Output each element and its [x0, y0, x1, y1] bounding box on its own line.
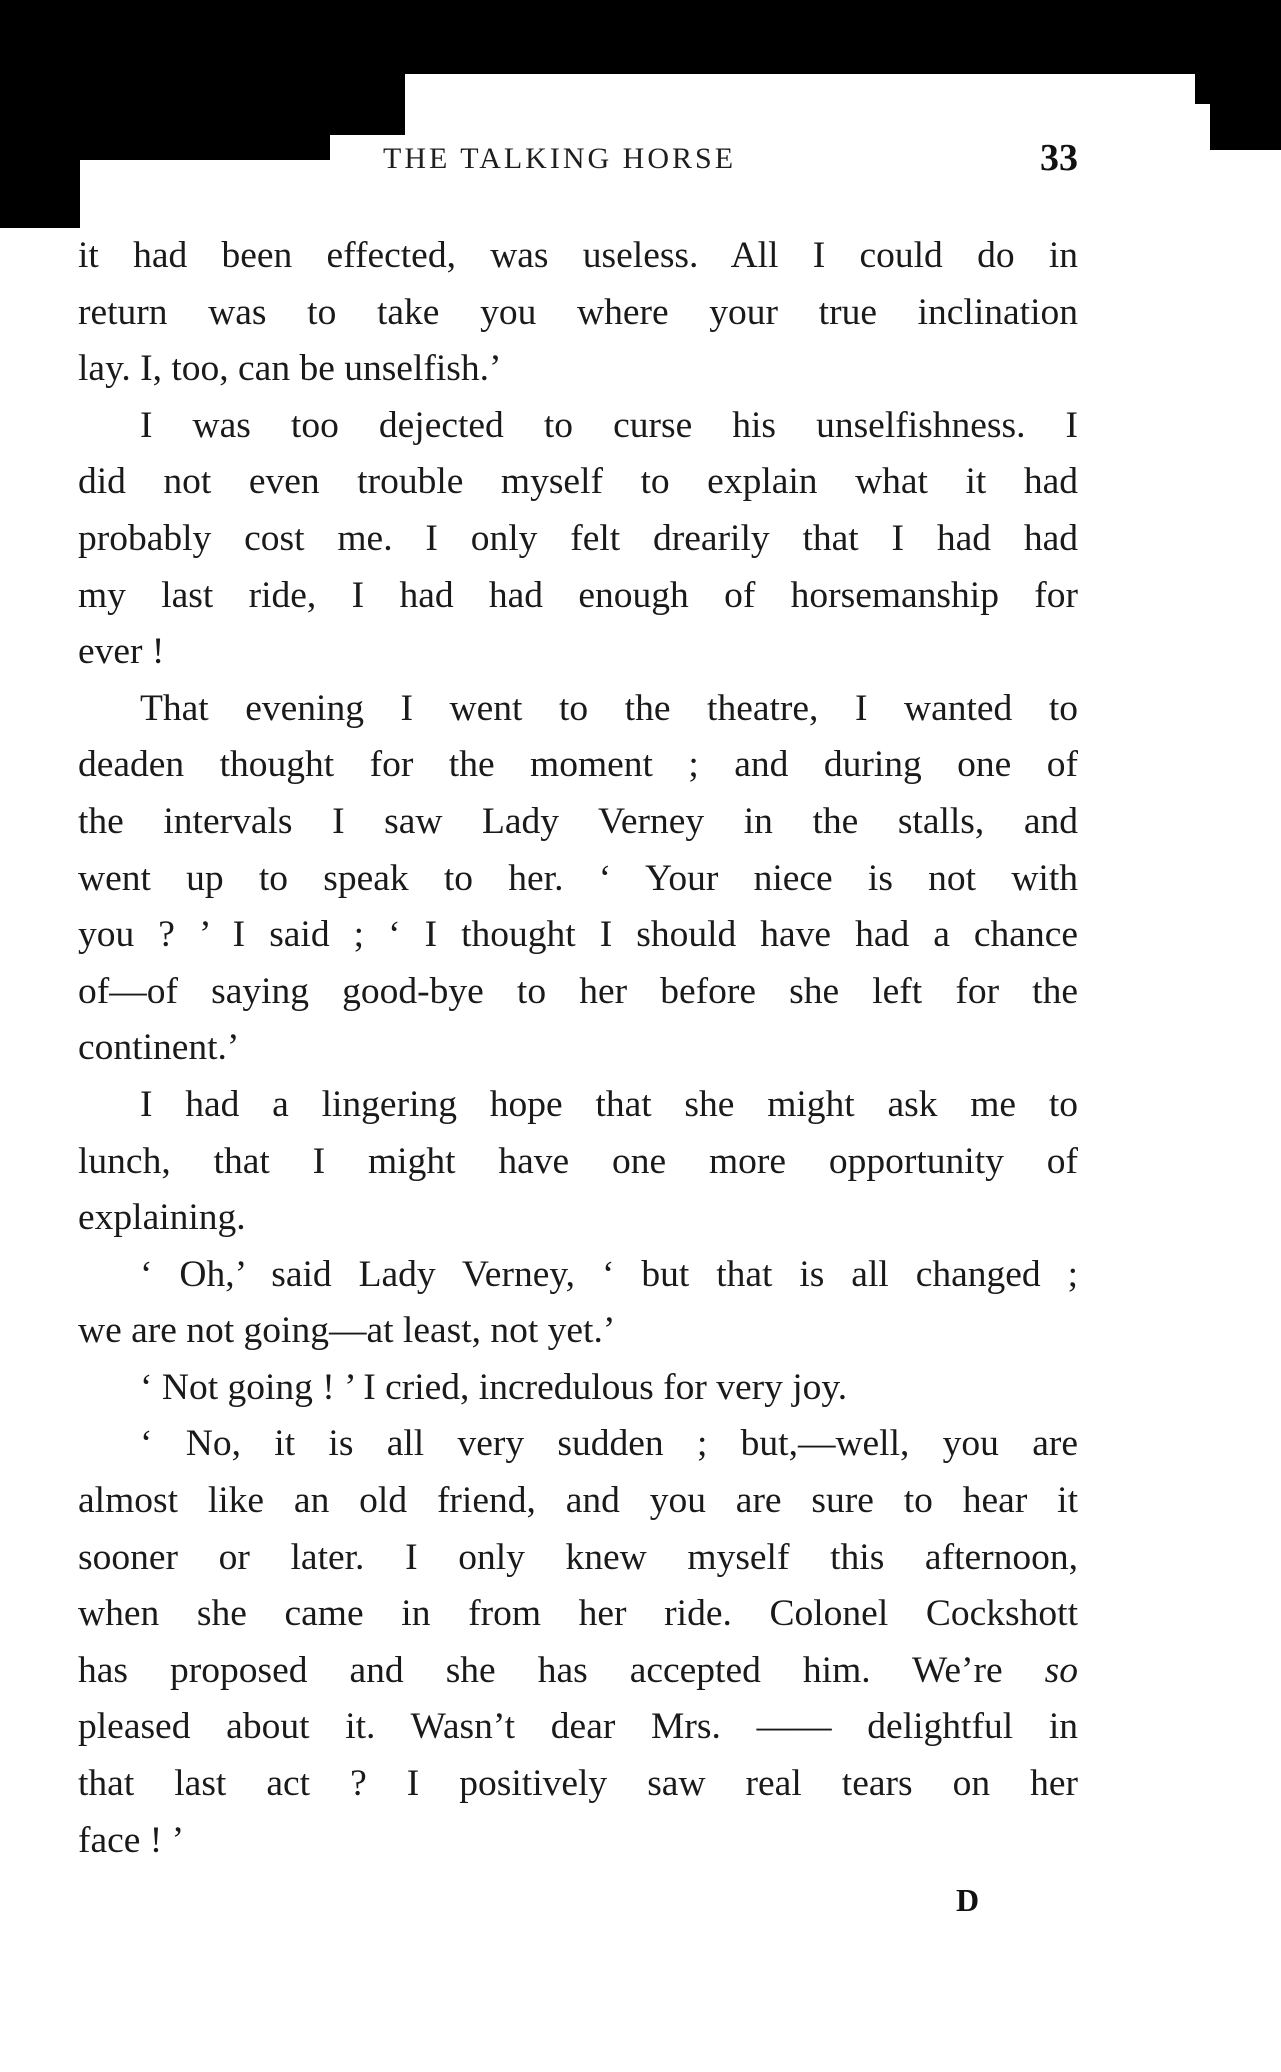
- scan-border-right: [1210, 0, 1281, 150]
- text-line: that last act ? I positively saw real tears on her: [78, 1763, 1078, 1805]
- running-head: [78, 137, 1078, 192]
- scan-border-edge: [0, 0, 80, 228]
- text-line: deaden thought for the moment ; and during one of: [78, 744, 1078, 786]
- text-line: That evening I went to the theatre, I wanted to: [140, 687, 1078, 729]
- text-line: my last ride, I had had enough of horsemanship for: [78, 574, 1078, 616]
- text-line: went up to speak to her. ‘ Your niece is not with: [78, 857, 1078, 899]
- italic-word: so: [1044, 1649, 1078, 1691]
- text-line: of—of saying good-bye to her before she left for the: [78, 970, 1078, 1012]
- book-page: [78, 0, 1078, 2072]
- text-line: I had a lingering hope that she might ask me to: [140, 1083, 1078, 1125]
- text-line: almost like an old friend, and you are sure to hear it: [78, 1480, 1078, 1522]
- text-line: explaining.: [78, 1197, 246, 1239]
- text-line: ‘ Not going ! ’ I cried, incredulous for very joy.: [140, 1366, 848, 1408]
- text-line: lay. I, too, can be unselfish.’: [78, 348, 502, 390]
- text-line: it had been effected, was useless. All I could do in: [78, 235, 1078, 276]
- text-line: face ! ’: [78, 1819, 185, 1861]
- text-line: the intervals I saw Lady Verney in the stalls, and: [78, 800, 1078, 842]
- text-line: you ? ’ I said ; ‘ I thought I should have had a chance: [78, 914, 1078, 956]
- text-line-with-italic: [78, 1643, 1078, 1700]
- scan-border-nick: [1195, 74, 1213, 104]
- page-number: 33: [1040, 137, 1078, 179]
- text-line: pleased about it. Wasn’t dear Mrs. —— delightful in: [78, 1706, 1078, 1748]
- text-line: continent.’: [78, 1027, 240, 1069]
- text-line: lunch, that I might have one more opportunity of: [78, 1140, 1078, 1182]
- text-line: sooner or later. I only knew myself this afternoon,: [78, 1536, 1078, 1578]
- body-text: [78, 228, 1078, 1869]
- text-line: return was to take you where your true inclination: [78, 291, 1078, 333]
- text-line: we are not going—at least, not yet.’: [78, 1310, 616, 1352]
- text-line: ‘ No, it is all very sudden ; but,—well, you are: [140, 1423, 1078, 1465]
- text-line: when she came in from her ride. Colonel Cockshott: [78, 1593, 1078, 1635]
- text-line: did not even trouble myself to explain what it had: [78, 461, 1078, 503]
- text-line: probably cost me. I only felt drearily that I had had: [78, 517, 1078, 559]
- signature-mark: D: [956, 1882, 980, 1918]
- text-line: I was too dejected to curse his unselfishness. I: [140, 404, 1078, 446]
- text-line: ‘ Oh,’ said Lady Verney, ‘ but that is all changed ;: [140, 1253, 1078, 1295]
- text-line: ever !: [78, 631, 165, 673]
- running-title: THE TALKING HORSE: [383, 142, 737, 175]
- text-line-main: has proposed and she has accepted him. We’re: [78, 1649, 1003, 1691]
